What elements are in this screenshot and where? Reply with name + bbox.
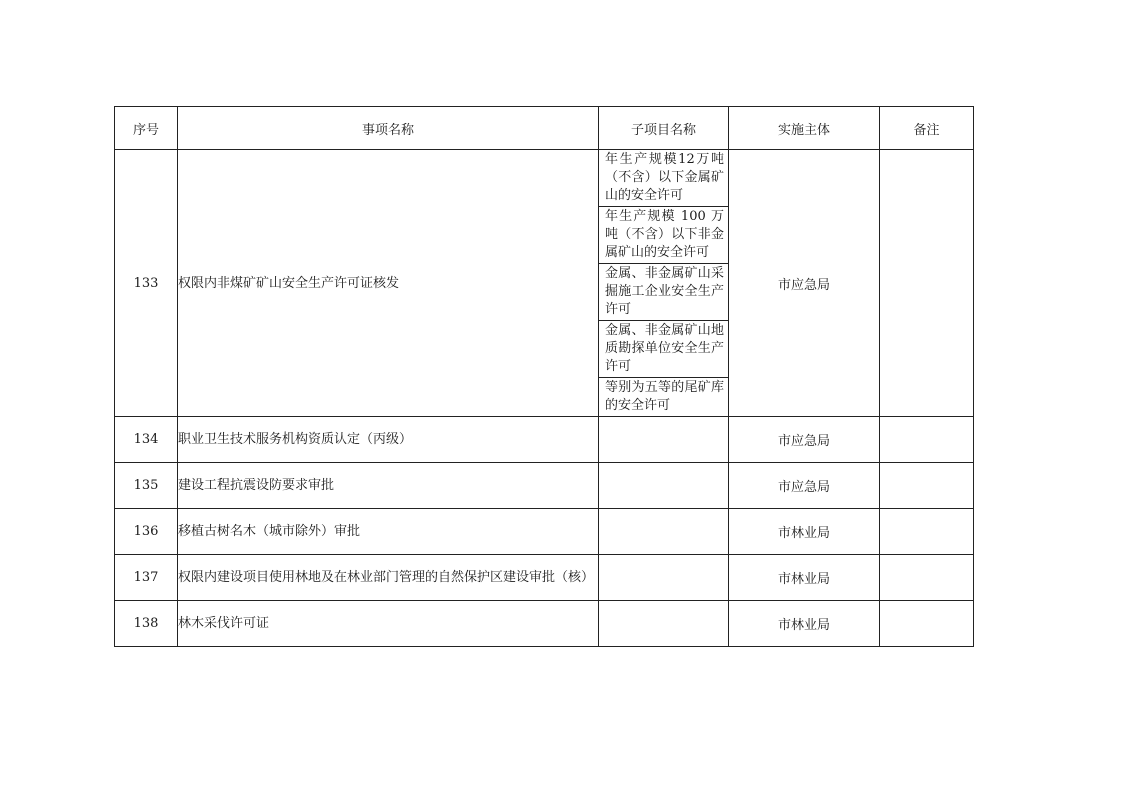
row-seq: 136 [115,509,178,555]
row-sub-items [599,601,729,647]
items-table [114,106,974,647]
header-sub-item-name: 子项目名称 [599,107,729,150]
sub-item: 金属、非金属矿山采掘施工企业安全生产许可 [599,264,728,321]
table-header-row [115,107,974,150]
table-row [115,509,974,555]
row-item-name: 权限内建设项目使用林地及在林业部门管理的自然保护区建设审批（核） [178,555,599,601]
row-seq: 137 [115,555,178,601]
row-remarks [880,601,974,647]
sub-item: 等别为五等的尾矿库的安全许可 [605,380,724,413]
row-seq: 134 [115,417,178,463]
row-item-name: 职业卫生技术服务机构资质认定（丙级） [178,417,599,463]
row-remarks [880,509,974,555]
row-implementer: 市林业局 [729,555,880,601]
row-sub-items [599,463,729,509]
header-remarks: 备注 [880,107,974,150]
row-item-name: 权限内非煤矿矿山安全生产许可证核发 [178,150,599,417]
row-implementer: 市林业局 [729,509,880,555]
row-item-name: 移植古树名木（城市除外）审批 [178,509,599,555]
row-implementer: 市林业局 [729,601,880,647]
row-sub-items [599,555,729,601]
table-row [115,463,974,509]
table-row [115,601,974,647]
sub-item: 年生产规模 100 万吨（不含）以下非金属矿山的安全许可 [599,207,728,264]
row-remarks [880,417,974,463]
table-row [115,150,974,417]
row-implementer: 市应急局 [729,463,880,509]
table-row [115,555,974,601]
table-row [115,417,974,463]
row-implementer: 市应急局 [729,150,880,417]
sub-item: 年生产规模12万吨（不含）以下金属矿山的安全许可 [599,150,728,207]
row-remarks [880,555,974,601]
row-seq: 133 [115,150,178,417]
sub-item: 金属、非金属矿山地质勘探单位安全生产许可 [599,321,728,378]
row-sub-items [599,417,729,463]
row-seq: 135 [115,463,178,509]
row-sub-items [599,509,729,555]
row-sub-items [599,150,729,417]
row-item-name: 林木采伐许可证 [178,601,599,647]
row-item-name: 建设工程抗震设防要求审批 [178,463,599,509]
row-remarks [880,463,974,509]
row-implementer: 市应急局 [729,417,880,463]
header-item-name: 事项名称 [178,107,599,150]
header-implementer: 实施主体 [729,107,880,150]
header-seq: 序号 [115,107,178,150]
row-seq: 138 [115,601,178,647]
row-remarks [880,150,974,417]
